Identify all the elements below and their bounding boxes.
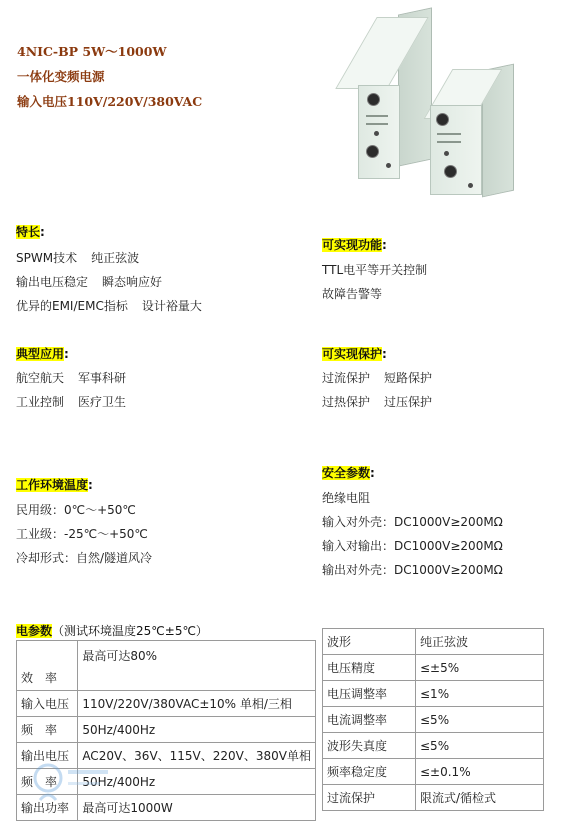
- functions-line: TTL电平等开关控制: [322, 263, 428, 277]
- knob-icon: [366, 145, 379, 158]
- features-line: 优异的EMI/EMC指标 设计裕量大: [16, 299, 202, 313]
- environment-line: 工业级：-25℃～+50℃: [16, 527, 148, 541]
- table-cell-label: 波形失真度: [323, 733, 416, 759]
- knob-icon: [444, 165, 457, 178]
- table-cell-value: ≤±5%: [416, 655, 544, 681]
- table-cell-label: 过流保护: [323, 785, 416, 811]
- table-cell-value: ≤5%: [416, 733, 544, 759]
- table-row: [17, 769, 316, 795]
- table-cell-label: 电流调整率: [323, 707, 416, 733]
- product-input-voltage-title: 输入电压110V/220V/380VAC: [17, 94, 203, 109]
- table-cell-value: 纯正弦波: [416, 629, 544, 655]
- table-row: [17, 795, 316, 821]
- product-name-title: 一体化变频电源: [17, 69, 105, 84]
- table-cell-label: 波形: [323, 629, 416, 655]
- applications-line: 工业控制 医疗卫生: [16, 395, 127, 409]
- table-cell-label: 效 率: [17, 641, 78, 691]
- table-cell-label: 频 率: [17, 717, 78, 743]
- safety-line: 输入对输出：DC1000V≥200MΩ: [322, 539, 503, 553]
- safety-line: 绝缘电阻: [322, 491, 371, 505]
- table-row: [323, 707, 544, 733]
- product-image: [340, 5, 570, 195]
- table-cell-value: 50Hz/400Hz: [78, 717, 316, 743]
- table-cell-value: 最高可达1000W: [78, 795, 316, 821]
- safety-line: 输入对外壳：DC1000V≥200MΩ: [322, 515, 503, 529]
- electrical-heading: 电参数（测试环境温度25℃±5℃）: [16, 624, 208, 638]
- table-row: [323, 733, 544, 759]
- table-cell-label: 输入电压: [17, 691, 78, 717]
- table-row: [323, 785, 544, 811]
- table-cell-value: ≤±0.1%: [416, 759, 544, 785]
- table-cell-value: ≤5%: [416, 707, 544, 733]
- functions-line: 故障告警等: [322, 287, 383, 301]
- table-row: [17, 641, 316, 691]
- electrical-table-left: [16, 640, 316, 821]
- safety-line: 输出对外壳：DC1000V≥200MΩ: [322, 563, 503, 577]
- functions-heading: 可实现功能:: [322, 238, 387, 252]
- protection-line: 过流保护 短路保护: [322, 371, 433, 385]
- protection-heading: 可实现保护:: [322, 347, 387, 361]
- features-line: 输出电压稳定 瞬态响应好: [16, 275, 163, 289]
- table-cell-label: 频率稳定度: [323, 759, 416, 785]
- electrical-table-right: [322, 628, 544, 811]
- table-cell-value: 50Hz/400Hz: [78, 769, 316, 795]
- table-row: [323, 759, 544, 785]
- table-row: [323, 681, 544, 707]
- knob-icon: [367, 93, 380, 106]
- table-cell-label: 输出电压: [17, 743, 78, 769]
- table-cell-label: 频 率: [17, 769, 78, 795]
- table-row: [17, 717, 316, 743]
- safety-heading: 安全参数:: [322, 466, 375, 480]
- environment-heading: 工作环境温度:: [16, 478, 93, 492]
- protection-line: 过热保护 过压保护: [322, 395, 433, 409]
- table-cell-value: 最高可达80%: [78, 641, 316, 691]
- environment-line: 民用级：0℃～+50℃: [16, 503, 136, 517]
- table-cell-value: 110V/220V/380VAC±10% 单相/三相: [78, 691, 316, 717]
- environment-line: 冷却形式：自然/隧道风冷: [16, 551, 153, 565]
- knob-icon: [436, 113, 449, 126]
- table-cell-value: ≤1%: [416, 681, 544, 707]
- table-cell-value: AC20V、36V、115V、220V、380V单相: [78, 743, 316, 769]
- product-model-title: 4NIC-BP 5W～1000W: [17, 44, 167, 59]
- features-line: SPWM技术 纯正弦波: [16, 251, 140, 265]
- applications-heading: 典型应用:: [16, 347, 69, 361]
- table-row: [17, 691, 316, 717]
- applications-line: 航空航天 军事科研: [16, 371, 127, 385]
- table-cell-label: 输出功率: [17, 795, 78, 821]
- table-cell-label: 电压精度: [323, 655, 416, 681]
- table-cell-label: 电压调整率: [323, 681, 416, 707]
- features-heading: 特长:: [16, 225, 45, 239]
- table-row: [323, 629, 544, 655]
- table-row: [323, 655, 544, 681]
- table-cell-value: 限流式/循检式: [416, 785, 544, 811]
- table-row: [17, 743, 316, 769]
